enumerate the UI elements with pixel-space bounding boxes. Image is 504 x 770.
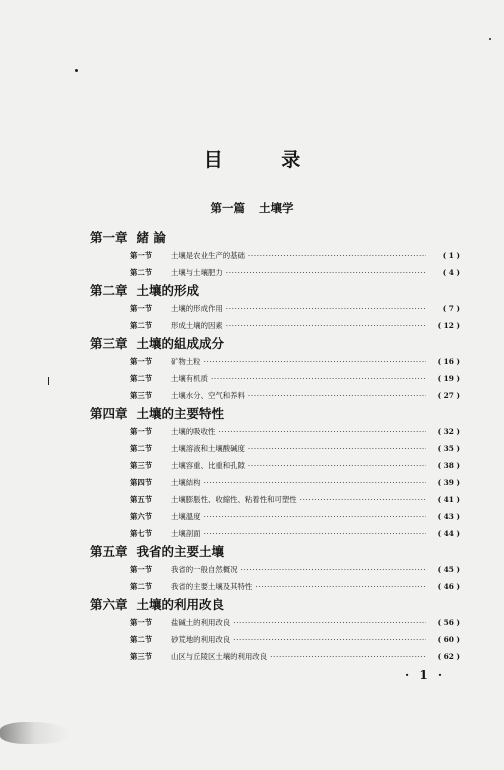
ink-speck — [75, 69, 78, 72]
toc-entry — [90, 491, 460, 508]
dot-leader — [211, 370, 426, 387]
chapter-title: 土壤的組成成分 — [136, 336, 225, 351]
chapter-title: 土壤的主要特性 — [136, 406, 225, 421]
chapter-title: 我省的主要土壤 — [136, 544, 225, 559]
section-number: 第六节 — [130, 512, 153, 521]
chapter-number: 第五章 — [90, 544, 128, 559]
section-page-number: ( 27 ) — [437, 391, 460, 400]
section-number: 第一节 — [130, 357, 153, 366]
section-title: 形成土壤的因素 — [171, 321, 223, 330]
toc-entry — [90, 353, 460, 370]
toc-entry — [90, 247, 460, 264]
section-page-number: ( 32 ) — [437, 427, 460, 436]
section-page-number: ( 62 ) — [437, 652, 460, 661]
section-page-number: ( 46 ) — [437, 582, 460, 591]
section-title: 盐碱土的利用改良 — [171, 618, 231, 627]
dot-leader — [204, 353, 426, 370]
section-title: 土壤是农业生产的基础 — [171, 251, 245, 260]
section-page-number: ( 60 ) — [437, 635, 460, 644]
section-page-number: ( 39 ) — [437, 478, 460, 487]
chapter-heading — [90, 404, 460, 423]
section-number: 第二节 — [130, 321, 153, 330]
toc-entry — [90, 508, 460, 525]
dot-leader — [248, 247, 426, 264]
section-title: 土壤与土壤肥力 — [171, 268, 223, 277]
dot-leader — [218, 423, 426, 440]
section-page-number: ( 7 ) — [442, 304, 460, 313]
dot-leader — [248, 387, 426, 404]
dot-leader — [270, 648, 426, 665]
toc-entry — [90, 525, 460, 542]
section-page-number: ( 19 ) — [437, 374, 460, 383]
scan-smudge — [0, 722, 70, 744]
section-number: 第一节 — [130, 304, 153, 313]
chapter-number: 第三章 — [90, 336, 128, 351]
section-title: 土壤溶液和土壤酸碱度 — [171, 444, 245, 453]
section-number: 第三节 — [130, 391, 153, 400]
dot-leader — [248, 440, 426, 457]
section-title: 矿物土粒 — [171, 357, 201, 366]
section-title: 土壤的吸收性 — [171, 427, 216, 436]
page-title: 目 录 — [203, 149, 327, 171]
chapter-heading — [90, 281, 460, 300]
toc-entry — [90, 561, 460, 578]
section-number: 第五节 — [130, 495, 153, 504]
section-title: 土壤溫度 — [171, 512, 201, 521]
section-title: 土壤容重、比重和孔隙 — [171, 461, 245, 470]
dot-leader — [204, 508, 426, 525]
section-page-number: ( 41 ) — [437, 495, 460, 504]
section-title: 我省的主要土壤及其特性 — [171, 582, 253, 591]
dot-leader — [226, 264, 426, 281]
toc-entry — [90, 457, 460, 474]
section-title: 土壤膨脹性、收縮性、粘着性和可塑性 — [171, 495, 297, 504]
toc-entry — [90, 474, 460, 491]
section-number: 第二节 — [130, 635, 153, 644]
part-heading — [0, 200, 504, 216]
page-number: · 1 · — [405, 668, 446, 682]
section-title: 土壤結构 — [171, 478, 201, 487]
section-page-number: ( 56 ) — [437, 618, 460, 627]
section-title: 土壤有机质 — [171, 374, 208, 383]
part-name: 土壤学 — [259, 201, 294, 215]
chapter-number: 第四章 — [90, 406, 128, 421]
chapter-title: 緒 論 — [136, 230, 166, 245]
toc-entry — [90, 423, 460, 440]
dot-leader — [226, 317, 426, 334]
table-of-contents — [90, 228, 460, 665]
section-title: 我省的一般自然概况 — [171, 565, 238, 574]
toc-entry — [90, 648, 460, 665]
section-page-number: ( 12 ) — [437, 321, 460, 330]
section-page-number: ( 44 ) — [437, 529, 460, 538]
section-number: 第二节 — [130, 268, 153, 277]
toc-entry — [90, 440, 460, 457]
chapter-heading — [90, 595, 460, 614]
chapter-heading — [90, 228, 460, 247]
toc-entry — [90, 370, 460, 387]
section-number: 第一节 — [130, 618, 153, 627]
section-page-number: ( 35 ) — [437, 444, 460, 453]
section-number: 第三节 — [130, 461, 153, 470]
dot-leader — [255, 578, 426, 595]
section-number: 第二节 — [130, 444, 153, 453]
dot-leader — [204, 474, 426, 491]
section-number: 第七节 — [130, 529, 153, 538]
chapter-title: 土壤的形成 — [136, 283, 200, 298]
ink-speck — [48, 377, 49, 385]
chapter-title: 土壤的利用改良 — [136, 597, 225, 612]
section-number: 第三节 — [130, 652, 153, 661]
toc-entry — [90, 317, 460, 334]
toc-entry — [90, 300, 460, 317]
chapter-number: 第一章 — [90, 230, 128, 245]
chapter-number: 第六章 — [90, 597, 128, 612]
section-number: 第一节 — [130, 565, 153, 574]
ink-speck — [489, 38, 491, 40]
section-title: 土壤剖面 — [171, 529, 201, 538]
dot-leader — [226, 300, 426, 317]
section-page-number: ( 16 ) — [437, 357, 460, 366]
toc-entry — [90, 387, 460, 404]
dot-leader — [241, 561, 426, 578]
part-number: 第一篇 — [210, 201, 245, 215]
dot-leader — [300, 491, 426, 508]
section-page-number: ( 43 ) — [437, 512, 460, 521]
section-number: 第一节 — [130, 251, 153, 260]
section-number: 第二节 — [130, 582, 153, 591]
chapter-heading — [90, 542, 460, 561]
toc-entry — [90, 264, 460, 281]
chapter-heading — [90, 334, 460, 353]
section-title: 山区与丘陵区土壤的利用改良 — [171, 652, 268, 661]
section-title: 土壤的形成作用 — [171, 304, 223, 313]
section-title: 土壤水分、空气和养料 — [171, 391, 245, 400]
dot-leader — [233, 631, 426, 648]
section-page-number: ( 1 ) — [442, 251, 460, 260]
toc-entry — [90, 631, 460, 648]
toc-entry — [90, 578, 460, 595]
section-number: 第四节 — [130, 478, 153, 487]
section-page-number: ( 38 ) — [437, 461, 460, 470]
section-title: 砂荒地的利用改良 — [171, 635, 231, 644]
section-number: 第一节 — [130, 427, 153, 436]
section-page-number: ( 4 ) — [442, 268, 460, 277]
toc-entry — [90, 614, 460, 631]
dot-leader — [248, 457, 426, 474]
dot-leader — [204, 525, 426, 542]
chapter-number: 第二章 — [90, 283, 128, 298]
dot-leader — [233, 614, 426, 631]
section-page-number: ( 45 ) — [437, 565, 460, 574]
section-number: 第二节 — [130, 374, 153, 383]
